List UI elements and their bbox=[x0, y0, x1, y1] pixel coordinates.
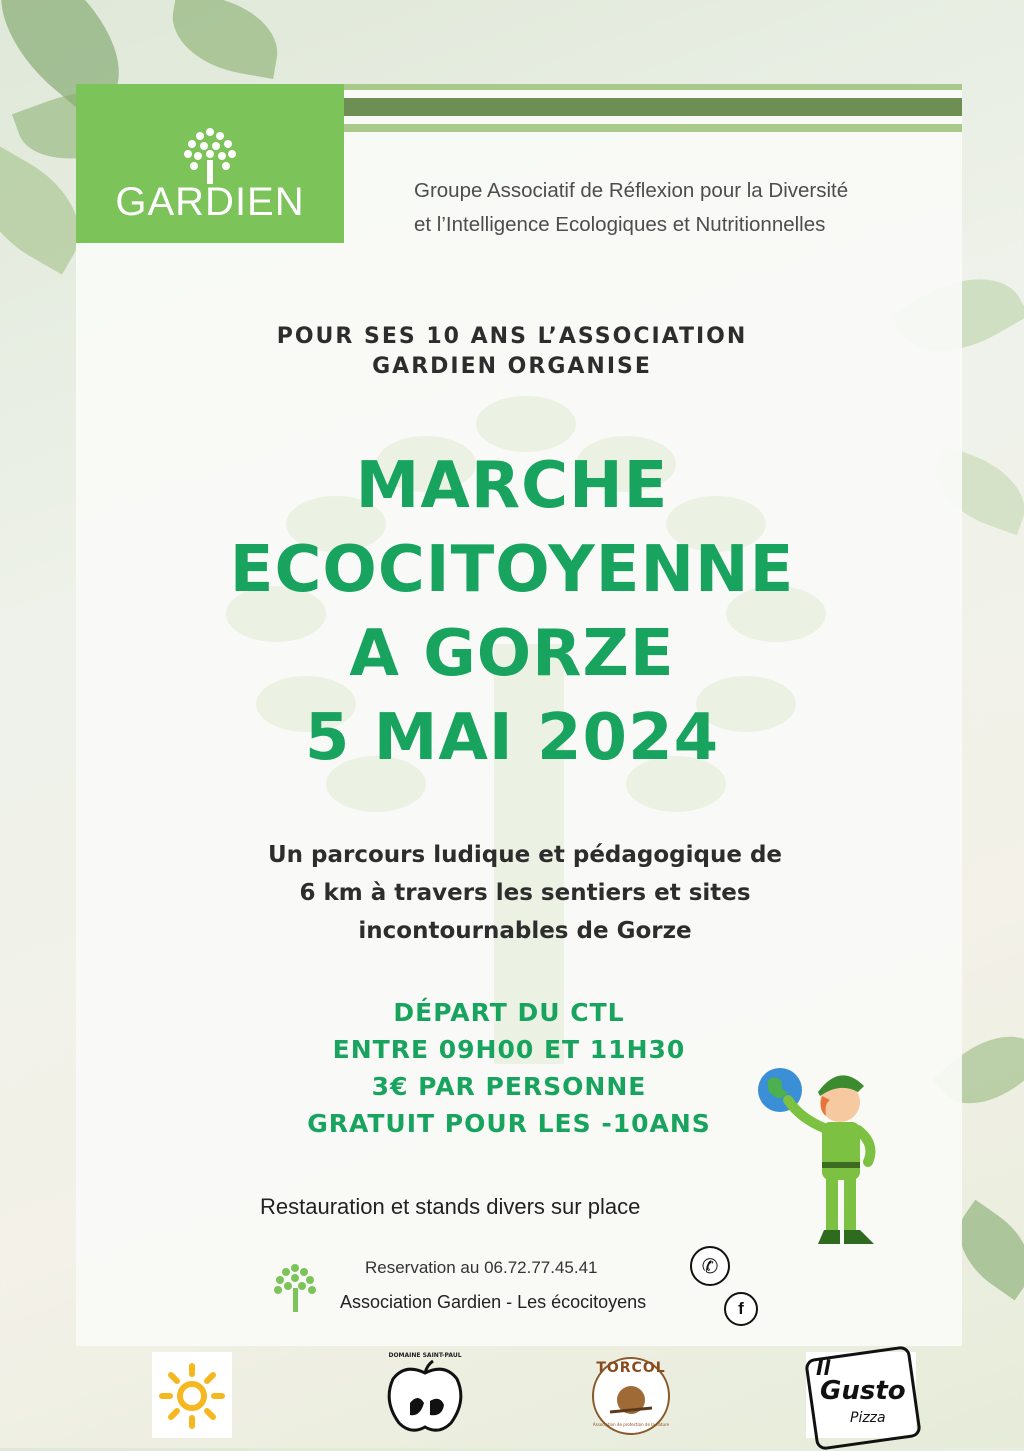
sun-icon bbox=[152, 1352, 232, 1438]
event-title bbox=[0, 444, 1024, 780]
torcol-sublabel: Association de protection de la nature bbox=[592, 1422, 670, 1427]
gusto-label-1: Il bbox=[816, 1356, 831, 1380]
sponsor-domaine-saint-paul bbox=[380, 1352, 470, 1438]
description-line: Un parcours ludique et pédagogique de bbox=[267, 842, 783, 868]
gusto-label-2: Gusto bbox=[820, 1376, 906, 1406]
description-line: 6 km à travers les sentiers et sites bbox=[299, 880, 751, 906]
phone-icon[interactable]: ✆ bbox=[690, 1246, 730, 1286]
details-line: ENTRE 09H00 ET 11H30 bbox=[332, 1035, 686, 1064]
details-line: DÉPART DU CTL bbox=[393, 998, 625, 1027]
small-tree-icon bbox=[272, 1260, 318, 1314]
apple-icon bbox=[380, 1359, 470, 1435]
tagline-line: Groupe Associatif de Réflexion pour la Diversité bbox=[414, 179, 849, 202]
reservation-text: Reservation au 06.72.77.45.41 bbox=[365, 1258, 598, 1277]
event-date: 5 MAI 2024 bbox=[304, 701, 720, 775]
tagline-line: et l’Intelligence Ecologiques et Nutritionnelles bbox=[414, 213, 826, 236]
mascot-illustration bbox=[752, 1058, 892, 1268]
sponsor-sun-logo bbox=[152, 1352, 232, 1438]
facebook-icon[interactable]: f bbox=[724, 1292, 758, 1326]
intro-heading bbox=[0, 322, 1024, 382]
title-line: ECOCITOYENNE bbox=[229, 533, 795, 607]
torcol-label: TORCOL bbox=[596, 1360, 666, 1376]
details-line: GRATUIT POUR LES -10ANS bbox=[307, 1109, 711, 1138]
description-line: incontournables de Gorze bbox=[358, 918, 692, 944]
tagline bbox=[414, 174, 974, 242]
intro-line: POUR SES 10 ANS L’ASSOCIATION bbox=[276, 324, 748, 349]
title-line: MARCHE bbox=[355, 449, 669, 523]
sponsor-il-gusto-pizza bbox=[806, 1352, 916, 1438]
logo-text: GARDIEN bbox=[115, 180, 305, 224]
gusto-label-3: Pizza bbox=[850, 1410, 886, 1426]
details-line: 3€ PAR PERSONNE bbox=[371, 1072, 647, 1101]
tree-logo-icon bbox=[180, 124, 240, 184]
association-text: Association Gardien - Les écocitoyens bbox=[340, 1292, 647, 1312]
sponsor-torcol bbox=[590, 1352, 672, 1438]
restauration-text: Restauration et stands divers sur place bbox=[260, 1194, 641, 1219]
title-line: A GORZE bbox=[349, 617, 675, 691]
sponsor-2-label: DOMAINE SAINT-PAUL bbox=[388, 1352, 462, 1359]
event-description bbox=[0, 836, 1024, 950]
gardien-logo bbox=[76, 84, 344, 243]
intro-line: GARDIEN ORGANISE bbox=[372, 354, 652, 379]
